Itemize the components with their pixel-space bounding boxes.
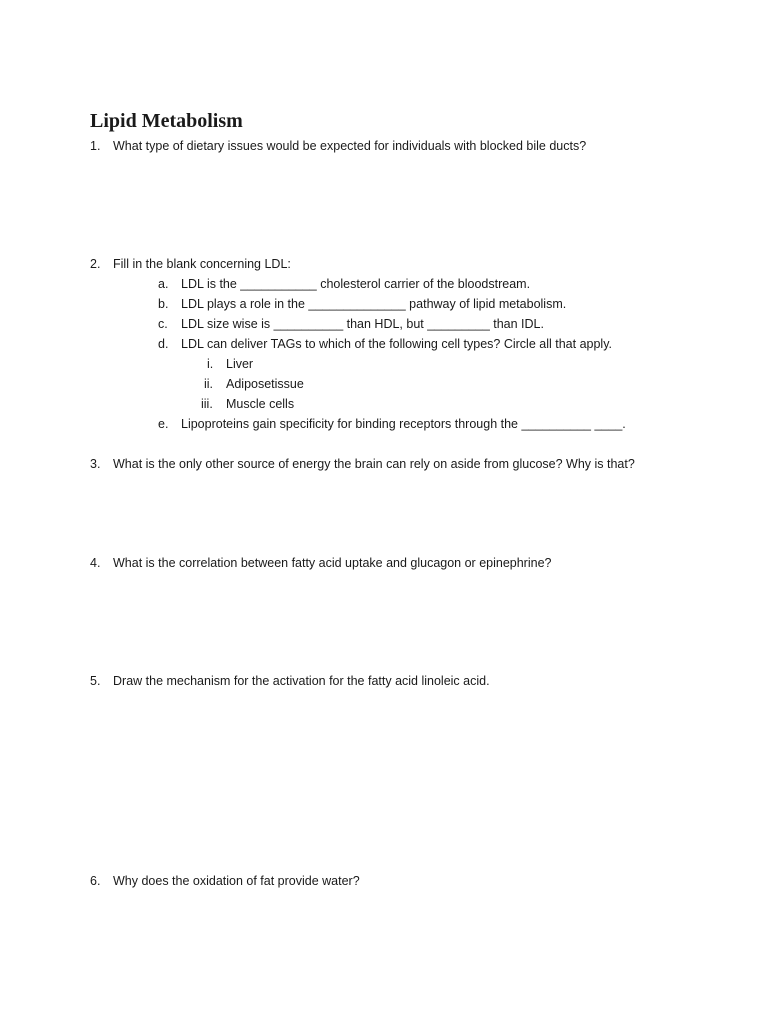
subitem-letter: a.	[158, 277, 169, 291]
subitem-text: LDL can deliver TAGs to which of the following cell types? Circle all that apply.	[181, 337, 612, 351]
option-numeral: iii.	[201, 397, 213, 411]
question-text: Why does the oxidation of fat provide water?	[113, 874, 360, 888]
question-number: 5.	[90, 674, 101, 688]
option-text: Adiposetissue	[226, 377, 304, 391]
subitem-letter: b.	[158, 297, 169, 311]
option-numeral: i.	[207, 357, 214, 371]
document-title: Lipid Metabolism	[90, 110, 243, 132]
subitem-letter: d.	[158, 337, 169, 351]
subitem-letter: e.	[158, 417, 169, 431]
question-number: 6.	[90, 874, 101, 888]
question-text: Draw the mechanism for the activation for the fatty acid linoleic acid.	[113, 674, 490, 688]
question-text: What is the only other source of energy the brain can rely on aside from glucose? Why is that?	[113, 457, 635, 471]
question-text: Fill in the blank concerning LDL:	[113, 257, 291, 271]
question-text: What is the correlation between fatty acid uptake and glucagon or epinephrine?	[113, 556, 552, 570]
option-text: Liver	[226, 357, 254, 371]
question-number: 1.	[90, 139, 101, 153]
subitem-text: LDL size wise is __________ than HDL, but _________ than IDL.	[181, 317, 544, 331]
subitem-text: LDL plays a role in the ______________ pathway of lipid metabolism.	[181, 297, 567, 311]
subitem-letter: c.	[158, 317, 168, 331]
question-number: 3.	[90, 457, 101, 471]
question-number: 2.	[90, 257, 101, 271]
question-number: 4.	[90, 556, 101, 570]
subitem-text: Lipoproteins gain specificity for binding receptors through the __________ ____.	[181, 417, 626, 431]
option-numeral: ii.	[204, 377, 214, 391]
question-text: What type of dietary issues would be expected for individuals with blocked bile ducts?	[113, 139, 587, 153]
option-text: Muscle cells	[226, 397, 295, 411]
subitem-text: LDL is the ___________ cholesterol carrier of the bloodstream.	[181, 277, 531, 291]
